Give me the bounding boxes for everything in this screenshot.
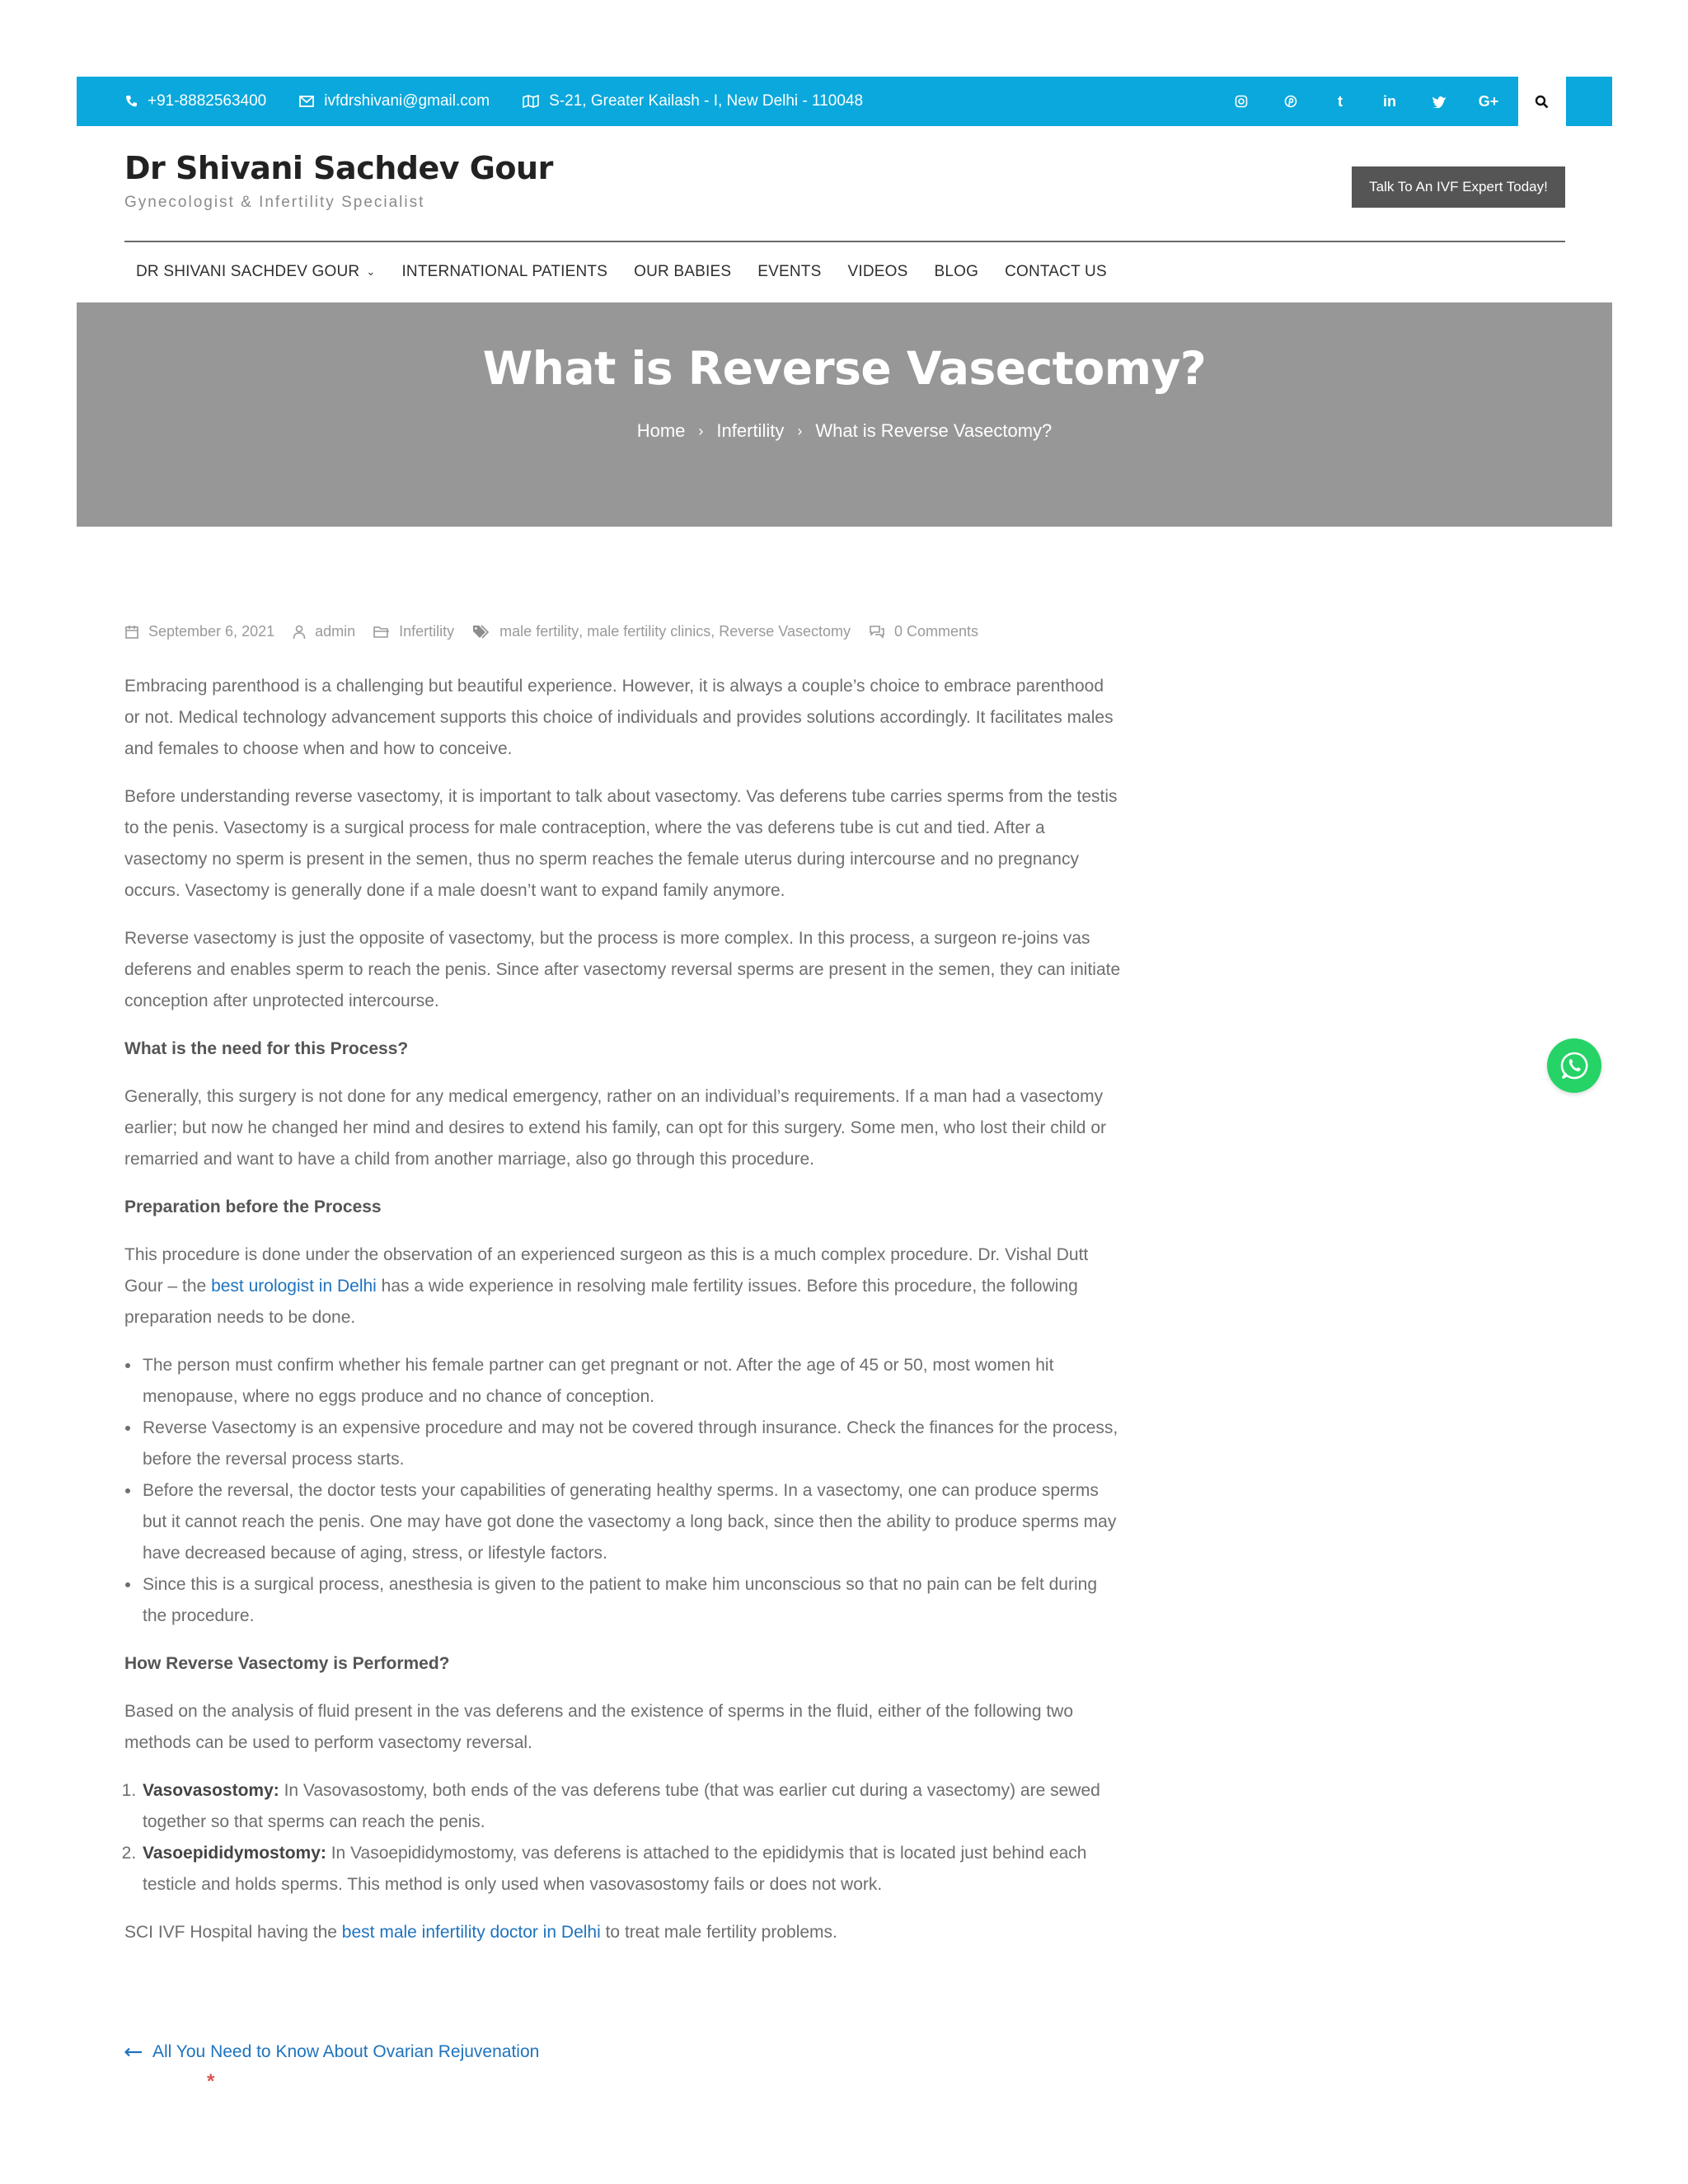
- post-author[interactable]: [293, 623, 355, 640]
- talk-to-expert-button[interactable]: Talk To An IVF Expert Today!: [1352, 166, 1565, 208]
- post-date[interactable]: [124, 623, 274, 640]
- pinterest-icon[interactable]: [1266, 77, 1315, 126]
- google-plus-icon[interactable]: G+: [1478, 92, 1499, 110]
- best-urologist-link[interactable]: best urologist in Delhi: [211, 1277, 377, 1296]
- tumblr-icon[interactable]: t: [1338, 92, 1343, 110]
- nav-label: VIDEOS: [847, 263, 908, 280]
- method-text: In Vasoepididymostomy, vas deferens is attached to the epididymis that is located just behind each testicle and holds sperms. This method is only used when vasovasostomy fails or does not work.: [143, 1844, 1087, 1894]
- address-contact: [523, 92, 863, 110]
- nav-label: EVENTS: [757, 263, 822, 280]
- list-item: • Before the reversal, the doctor tests your capabilities of generating healthy sperms. In a vasectomy, one can produce sperms but it cannot reach the penis. One may have got done the vasectomy a long back, since then the ability to produce sperms may have decreased because of aging, stress, or lifestyle factors.: [141, 1475, 1122, 1569]
- nav-label: INTERNATIONAL PATIENTS: [401, 263, 608, 280]
- paragraph-text: to treat male fertility problems.: [600, 1923, 837, 1942]
- calendar-icon: [124, 625, 139, 640]
- tags-icon: [472, 625, 490, 639]
- user-icon: [293, 625, 306, 640]
- paragraph-text: SCI IVF Hospital having the: [124, 1923, 342, 1942]
- author-name: admin: [315, 623, 356, 640]
- main-navigation: [124, 262, 1122, 282]
- nav-label: CONTACT US: [1005, 263, 1107, 280]
- chevron-right-icon: ›: [797, 422, 803, 439]
- nav-label: OUR BABIES: [634, 263, 732, 280]
- list-item: • Reverse Vasectomy is an expensive procedure and may not be covered through insurance. Check the finances for the process, before the reversal process starts.: [141, 1413, 1122, 1475]
- top-bar: [77, 77, 1612, 126]
- preparation-list: [141, 1350, 1122, 1632]
- paragraph: Before understanding reverse vasectomy, it is important to talk about vasectomy. Vas deferens tube carries sperms from the testis to the penis. Vasectomy is a surgical process for male contraception, where the vas deferens tube is cut and tied. After a vasectomy no sperm is present in the semen, thus no sperm reaches the female uterus during intercourse and no pregnancy occurs. Vasectomy is generally done if a male doesn’t want to expand family anymore.: [124, 787, 1118, 900]
- paragraph-text: This procedure is done under the observation of an experienced surgeon as this is a much complex procedure. Dr. Vishal Dutt Gour – the: [124, 1245, 1089, 1296]
- section-heading: Preparation before the Process: [124, 1197, 382, 1216]
- nav-item-videos[interactable]: [847, 263, 907, 281]
- tag-link[interactable]: male fertility: [499, 623, 579, 640]
- arrow-left-icon: [124, 2047, 143, 2057]
- site-tagline: Gynecologist & Infertility Specialist: [124, 194, 425, 211]
- chevron-down-icon: ⌄: [366, 265, 376, 278]
- header-divider: [124, 241, 1565, 242]
- breadcrumb-home[interactable]: Home: [636, 420, 686, 441]
- post-meta: [124, 623, 996, 640]
- required-mark: *: [207, 2070, 215, 2093]
- method-term: Vasovasostomy:: [143, 1781, 279, 1800]
- nav-item-dr-shivani[interactable]: [136, 263, 375, 281]
- phone-number: +91-8882563400: [148, 92, 267, 110]
- breadcrumb-current: What is Reverse Vasectomy?: [815, 420, 1053, 441]
- instagram-icon[interactable]: [1217, 77, 1266, 126]
- map-icon: [523, 95, 539, 108]
- twitter-icon[interactable]: [1414, 77, 1464, 126]
- post-category[interactable]: [373, 623, 454, 640]
- chevron-right-icon: ›: [698, 422, 704, 439]
- topbar-end-block: [1566, 77, 1612, 126]
- paragraph: [124, 1917, 1122, 1948]
- comments-icon: [869, 625, 885, 639]
- paragraph: Reverse vasectomy is just the opposite of vasectomy, but the process is more complex. In this process, a surgeon re-joins vas deferens and enables sperm to reach the penis. Since after vasectomy reversal sperms are present in the semen, they can initiate conception after unprotected intercourse.: [124, 929, 1121, 1010]
- search-toggle[interactable]: [1518, 77, 1564, 126]
- methods-list: [141, 1775, 1122, 1900]
- list-item: [141, 1775, 1122, 1838]
- whatsapp-chat-button[interactable]: [1547, 1038, 1601, 1093]
- linkedin-icon[interactable]: in: [1383, 92, 1396, 110]
- best-male-infertility-doctor-link[interactable]: best male infertility doctor in Delhi: [341, 1923, 601, 1942]
- folder-icon: [373, 626, 390, 639]
- nav-label: BLOG: [934, 263, 979, 280]
- contact-info: [124, 92, 896, 110]
- email-contact[interactable]: [299, 92, 490, 110]
- method-text: In Vasovasostomy, both ends of the vas deferens tube (that was earlier cut during a vasectomy) are sewed together so that sperms can reach the penis.: [143, 1781, 1100, 1831]
- list-item: [141, 1838, 1122, 1900]
- email-address: ivfdrshivani@gmail.com: [324, 92, 490, 110]
- paragraph-text: has a wide experience in resolving male fertility issues. Before this procedure, the following preparation needs to be done.: [124, 1277, 1078, 1327]
- tag-link[interactable]: Reverse Vasectomy: [719, 623, 851, 640]
- paragraph: Based on the analysis of fluid present in the vas deferens and the existence of sperms in the fluid, either of the following two methods can be used to perform vasectomy reversal.: [124, 1702, 1074, 1752]
- tag-link[interactable]: male fertility clinics: [587, 623, 711, 640]
- previous-post-title: All You Need to Know About Ovarian Rejuvenation: [152, 2042, 540, 2061]
- method-term: Vasoepididymostomy:: [143, 1844, 326, 1863]
- section-heading: How Reverse Vasectomy is Performed?: [124, 1654, 450, 1673]
- previous-post-link[interactable]: [124, 2042, 539, 2062]
- phone-contact[interactable]: [124, 92, 266, 110]
- nav-item-our-babies[interactable]: [634, 263, 731, 281]
- nav-item-international-patients[interactable]: [401, 263, 607, 281]
- category-text: Infertility: [399, 623, 455, 640]
- paragraph: Embracing parenthood is a challenging but beautiful experience. However, it is always a couple’s choice to embrace parenthood or not. Medical technology advancement supports this choice of individuals and provides solutions accordingly. It facilitates males and females to choose when and how to conceive.: [124, 677, 1114, 758]
- section-heading: What is the need for this Process?: [124, 1039, 409, 1058]
- post-tags: male fertility , male fertility clinics , Reverse Vasectomy: [472, 623, 851, 640]
- paragraph: [124, 1240, 1122, 1333]
- paragraph: Generally, this surgery is not done for any medical emergency, rather on an individual’s requirements. If a man had a vasectomy earlier; but now he changed her mind and desires to extend his family, can opt for this surgery. Some men, who lost their child or remarried and want to have a child from another marriage, also go through this procedure.: [124, 1087, 1106, 1169]
- nav-item-blog[interactable]: [934, 263, 978, 281]
- nav-item-events[interactable]: [757, 263, 821, 281]
- list-item: • Since this is a surgical process, anesthesia is given to the patient to make him unconscious so that no pain can be felt during the procedure.: [141, 1569, 1122, 1632]
- whatsapp-icon: [1559, 1050, 1590, 1081]
- breadcrumb-infertility[interactable]: Infertility: [716, 420, 785, 441]
- post-comments[interactable]: [869, 623, 978, 640]
- search-icon: [1535, 95, 1549, 109]
- breadcrumb: [77, 420, 1612, 442]
- list-item: • The person must confirm whether his female partner can get pregnant or not. After the age of 45 or 50, most women hit menopause, where no eggs produce and no chance of conception.: [141, 1350, 1122, 1413]
- phone-icon: [124, 94, 138, 109]
- address-text: S-21, Greater Kailash - I, New Delhi - 110048: [549, 92, 864, 110]
- comments-count: 0 Comments: [894, 623, 979, 640]
- page-title: What is Reverse Vasectomy?: [482, 342, 1207, 395]
- page-hero-banner: [77, 302, 1612, 527]
- article-body: [124, 671, 1122, 1965]
- nav-item-contact-us[interactable]: [1005, 263, 1107, 281]
- site-title[interactable]: Dr Shivani Sachdev Gour: [124, 150, 553, 186]
- nav-label: DR SHIVANI SACHDEV GOUR: [136, 263, 360, 280]
- date-text: September 6, 2021: [148, 623, 275, 640]
- envelope-icon: [299, 96, 314, 107]
